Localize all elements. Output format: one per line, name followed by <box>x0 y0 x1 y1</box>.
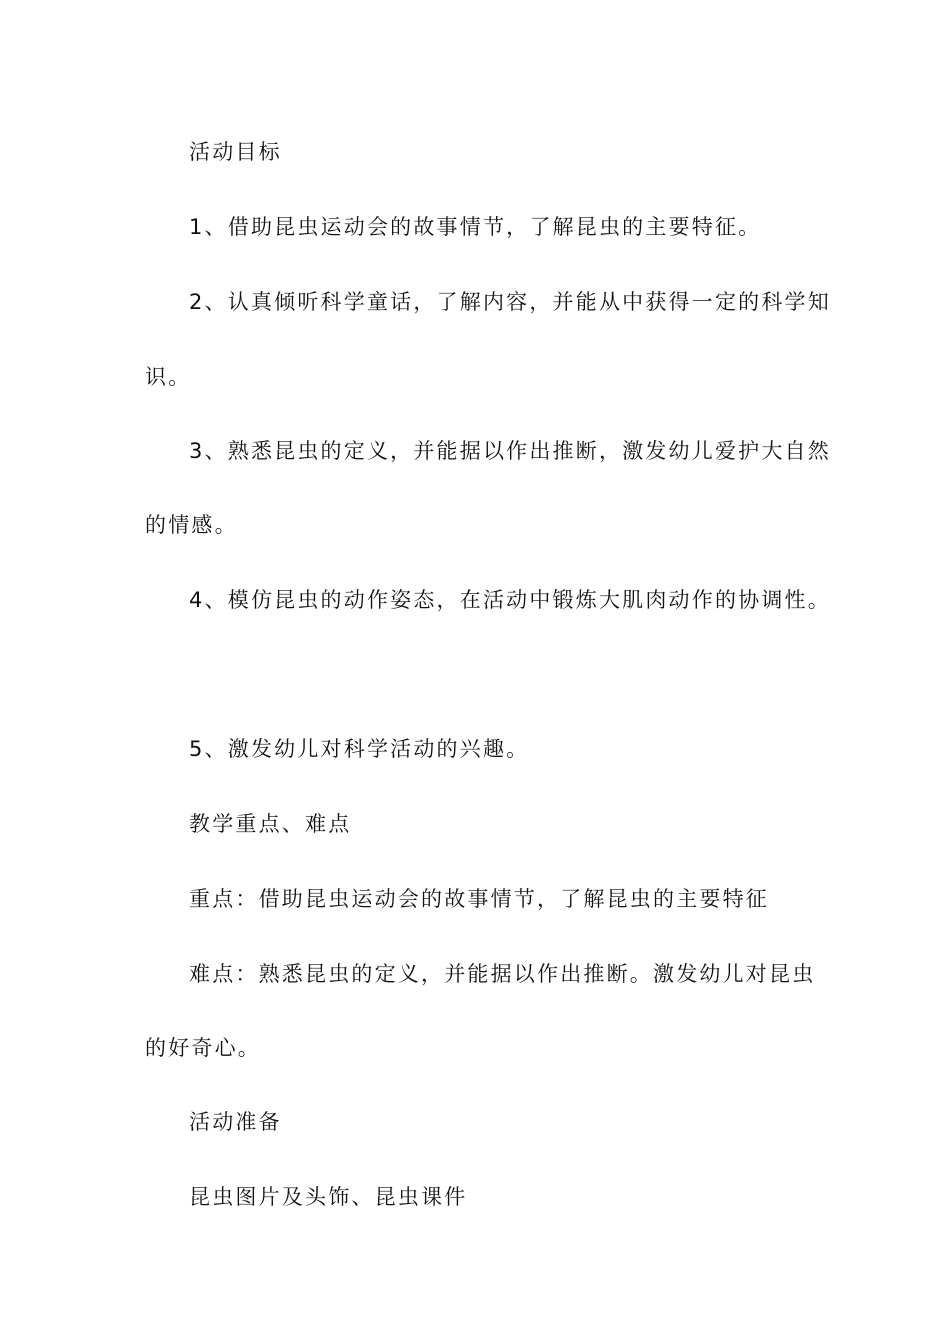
section-heading-key-points: 教学重点、难点 <box>189 812 352 836</box>
goal-item-5: 5、激发幼儿对科学活动的兴趣。 <box>189 737 530 761</box>
key-point-text: 重点：借助昆虫运动会的故事情节，了解昆虫的主要特征 <box>189 887 769 911</box>
goal-item-3-line-2: 的情感。 <box>145 513 238 537</box>
goal-item-4: 4、模仿昆虫的动作姿态，在活动中锻炼大肌肉动作的协调性。 <box>189 588 831 612</box>
difficulty-text-line-2: 的好奇心。 <box>145 1036 261 1060</box>
goal-item-2-line-2: 识。 <box>145 365 192 389</box>
preparation-text: 昆虫图片及头饰、昆虫课件 <box>189 1185 468 1209</box>
section-heading-preparation: 活动准备 <box>189 1110 282 1134</box>
section-heading-goals: 活动目标 <box>189 140 282 164</box>
goal-item-3-line-1: 3、熟悉昆虫的定义，并能据以作出推断，激发幼儿爱护大自然 <box>189 439 831 463</box>
difficulty-text-line-1: 难点：熟悉昆虫的定义，并能据以作出推断。激发幼儿对昆虫 <box>189 962 816 986</box>
goal-item-2-line-1: 2、认真倾听科学童话，了解内容，并能从中获得一定的科学知 <box>189 290 831 314</box>
goal-item-1: 1、借助昆虫运动会的故事情节，了解昆虫的主要特征。 <box>189 215 762 239</box>
